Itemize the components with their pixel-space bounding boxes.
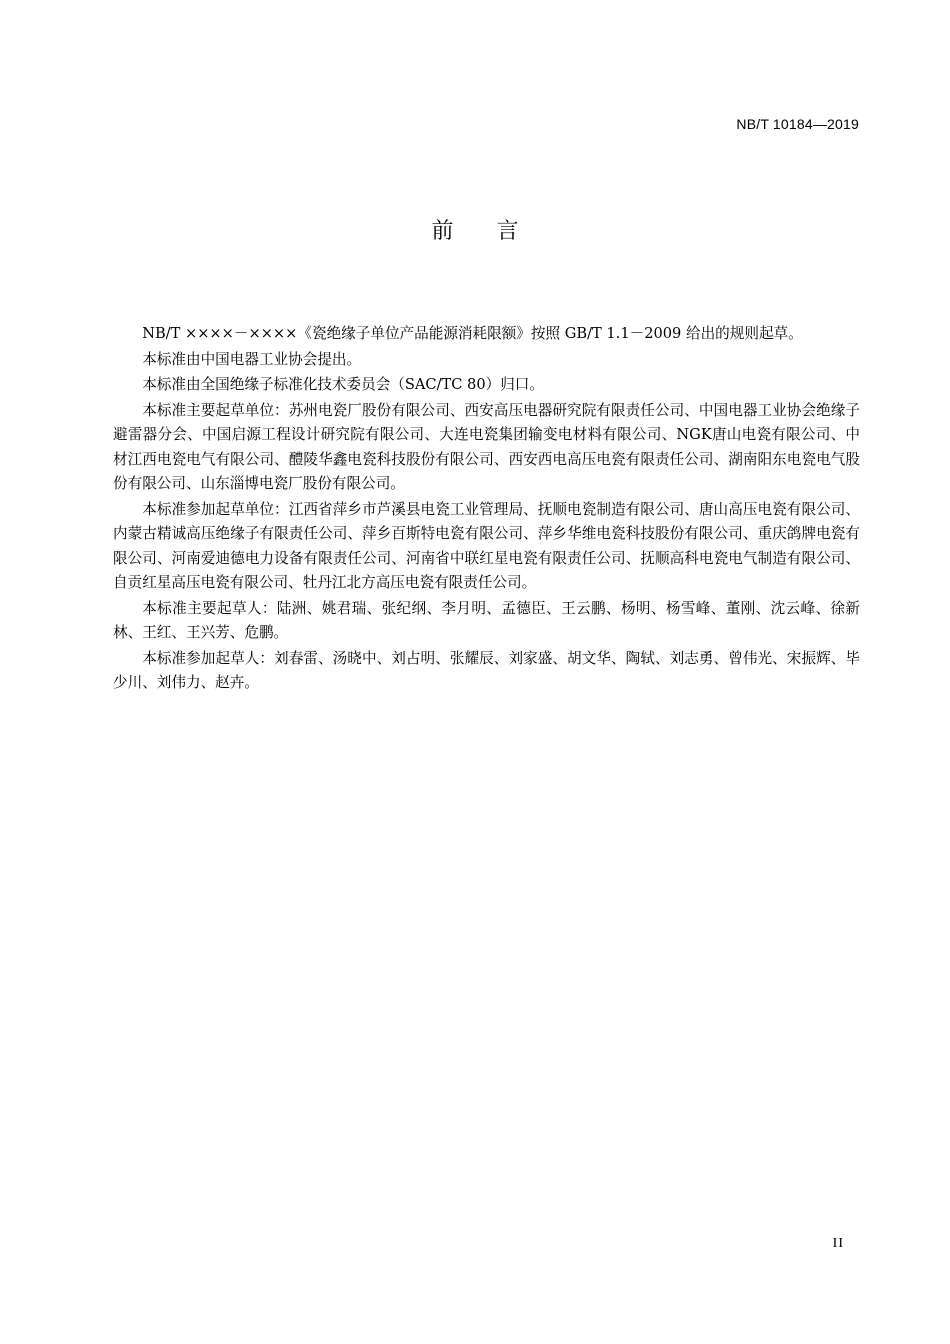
foreword-body bbox=[113, 322, 860, 697]
paragraph-administrator: 本标准由全国绝缘子标准化技术委员会（SAC/TC 80）归口。 bbox=[142, 376, 544, 393]
paragraph-proposer: 本标准由中国电器工业协会提出。 bbox=[142, 350, 362, 368]
page-title: 前 言 bbox=[431, 219, 537, 244]
paragraph-participating-drafters: 本标准参加起草人：刘春雷、汤晓中、刘占明、张耀辰、刘家盛、胡文华、陶轼、刘志勇、曾伟光、宋振辉、毕少川、刘伟力、赵卉。 bbox=[113, 649, 860, 691]
paragraph-main-drafting-units: 本标准主要起草单位：苏州电瓷厂股份有限公司、西安高压电器研究院有限责任公司、中国电器工业协会绝缘子避雷器分会、中国启源工程设计研究院有限公司、大连电瓷集团输变电材料有限公司、NGK唐山电瓷有限公司、中材江西电瓷电气有限公司、醴陵华鑫电瓷科技股份有限公司、西安西电高压电瓷有限责任公司、湖南阳东电瓷电气股份有限公司、山东淄博电瓷厂股份有限公司。 bbox=[113, 401, 860, 492]
paragraph-main-drafters: 本标准主要起草人：陆洲、姚君瑞、张纪纲、李月明、孟德臣、王云鹏、杨明、杨雪峰、董刚、沈云峰、徐新林、王红、王兴芳、危鹏。 bbox=[113, 599, 860, 641]
paragraph-drafting-rules: NB/T ××××－××××《瓷绝缘子单位产品能源消耗限额》按照 GB/T 1.1－2009 给出的规则起草。 bbox=[142, 325, 803, 342]
standard-code: NB/T 10184—2019 bbox=[736, 116, 859, 132]
page-number: II bbox=[832, 1236, 844, 1251]
paragraph-participating-units: 本标准参加起草单位：江西省萍乡市芦溪县电瓷工业管理局、抚顺电瓷制造有限公司、唐山高压电瓷有限公司、内蒙古精诚高压绝缘子有限责任公司、萍乡百斯特电瓷有限公司、萍乡华维电瓷科技股份有限公司、重庆鸽牌电瓷有限公司、河南爱迪德电力设备有限责任公司、河南省中联红星电瓷有限责任公司、抚顺高科电瓷电气制造有限公司、自贡红星高压电瓷有限公司、牡丹江北方高压电瓷有限责任公司。 bbox=[113, 500, 860, 591]
